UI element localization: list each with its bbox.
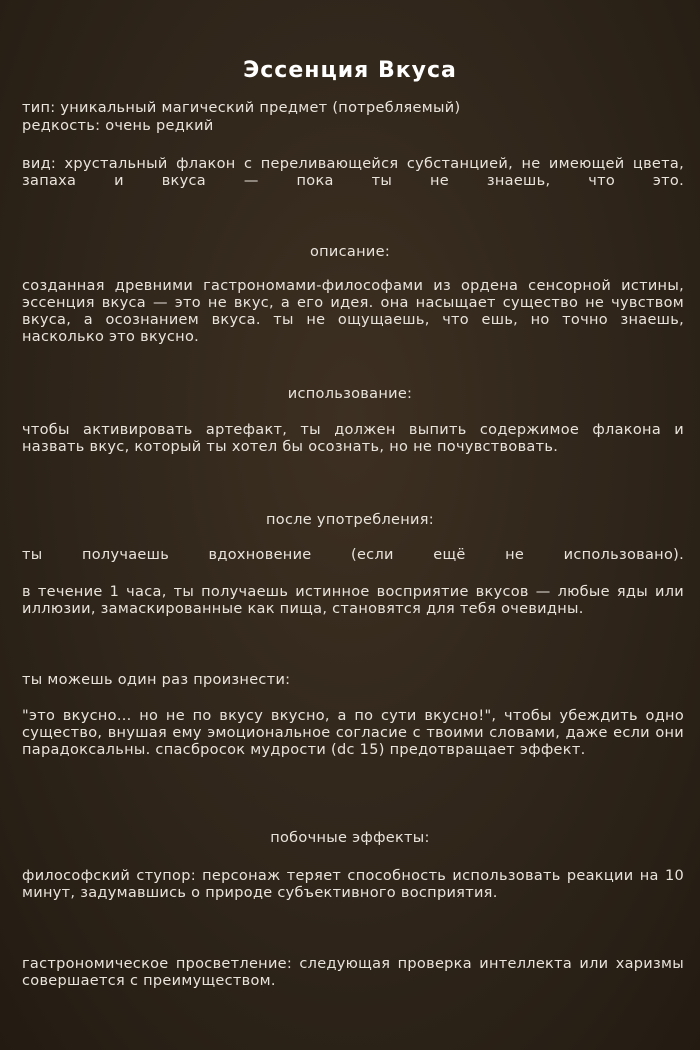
description-text: созданная древними гастрономами-философами из ордена сенсорной истины, эссенция вкуса — это не вкус, а его идея. она насыщает существо не чувством вкуса, а осознанием вкуса. ты не ощущаешь, что ешь, но точно знаешь, насколько это вкусно.: [22, 278, 684, 345]
item-title: Эссенция Вкуса: [243, 58, 457, 83]
usage-text: чтобы активировать артефакт, ты должен выпить содержимое флакона и назвать вкус, который ты хотел бы осознать, но не почувствовать.: [22, 422, 684, 455]
inspiration-line: ты получаешь вдохновение (если ещё не использовано).: [22, 547, 684, 563]
quote-paragraph: "это вкусно... но не по вкусу вкусно, а по сути вкусно!", чтобы убеждить одно существо, внушая ему эмоциональное согласие с твоими словами, даже если они парадоксальны. спасбросок мудрости (dc 15) предотвращает эффект.: [22, 708, 684, 758]
rarity-line: редкость: очень редкий: [22, 118, 214, 134]
side-effects-heading: побочные эффекты:: [270, 830, 430, 846]
enlightenment-paragraph: гастрономическое просветление: следующая проверка интеллекта или харизмы совершается с преимуществом.: [22, 956, 684, 989]
usage-heading: использование:: [287, 386, 413, 402]
kind-paragraph: вид: хрустальный флакон с переливающейся субстанцией, не имеющей цвета, запаха и вкуса — пока ты не знаешь, что это.: [22, 156, 684, 189]
true-taste-paragraph: в течение 1 часа, ты получаешь истинное восприятие вкусов — любые яды или иллюзии, замаскированные как пища, становятся для тебя очевидны.: [22, 584, 684, 617]
after-use-heading: после употребления:: [266, 512, 434, 528]
description-heading: описание:: [309, 244, 391, 260]
type-line: тип: уникальный магический предмет (потребляемый): [22, 100, 461, 116]
stupor-paragraph: философский ступор: персонаж теряет способность использовать реакции на 10 минут, задумавшись о природе субъективного восприятия.: [22, 868, 684, 901]
once-line: ты можешь один раз произнести:: [22, 672, 291, 688]
